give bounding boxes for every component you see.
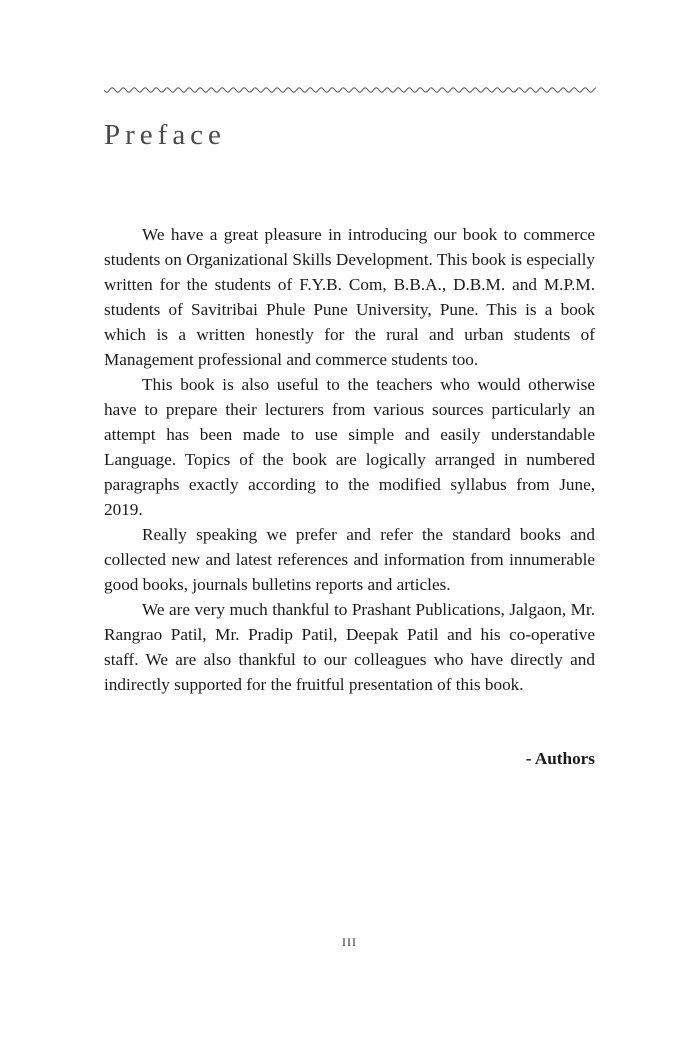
wavy-divider (104, 84, 596, 96)
paragraph-4: We are very much thankful to Prashant Publications, Jalgaon, Mr. Rangrao Patil, Mr. Pradip Patil, Deepak Patil and his co-operative staff. We are also thankful to our colleagues who have directly and indirectly supported for the fruitful presentation of this book. (104, 600, 595, 694)
page-title: Preface (104, 119, 226, 151)
paragraph-2: This book is also useful to the teachers who would otherwise have to prepare their lecturers from various sources particularly an attempt has been made to use simple and easily understandable Language. Topics of the book are logically arranged in numbered paragraphs exactly according to the modified syllabus from June, 2019. (104, 375, 595, 519)
authors-signature: - Authors (525, 749, 595, 768)
preface-body (104, 222, 595, 697)
page-number: III (342, 935, 357, 949)
paragraph-1: We have a great pleasure in introducing our book to commerce students on Organizational Skills Development. This book is especially written for the students of F.Y.B. Com, B.B.A., D.B.M. and M.P.M. students of Savitribai Phule Pune University, Pune. This is a book which is a written honestly for the rural and urban students of Management professional and commerce students too. (104, 225, 595, 369)
paragraph-3: Really speaking we prefer and refer the standard books and collected new and latest references and information from innumerable good books, journals bulletins reports and articles. (104, 525, 595, 594)
